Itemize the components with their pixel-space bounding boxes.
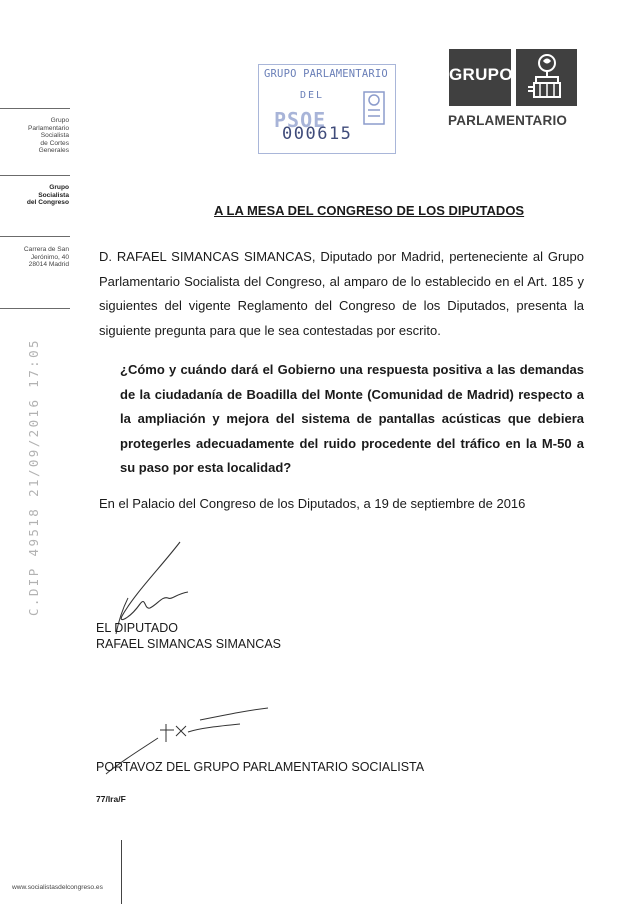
footer-website: www.socialistasdelcongreso.es — [12, 884, 103, 891]
sidebar-group-line: Socialista — [38, 191, 69, 199]
sidebar-divider — [0, 236, 70, 237]
document-heading: A LA MESA DEL CONGRESO DE LOS DIPUTADOS — [214, 203, 525, 218]
intro-paragraph: D. RAFAEL SIMANCAS SIMANCAS, Diputado por Madrid, perteneciente al Grupo Parlamentario Socialista del Congreso, al amparo de lo establecido en el Art. 185 y siguientes del vigente Reglamento del Congreso de los Diputados, presenta la siguiente pregunta para que le sea contestadas por escrito. — [99, 249, 584, 338]
portavoz-title: PORTAVOZ DEL GRUPO PARLAMENTARIO SOCIALISTA — [96, 760, 425, 774]
stamp-number: 000615 — [282, 124, 353, 144]
sidebar-divider — [0, 175, 70, 176]
logo-title: GRUPO — [449, 65, 513, 84]
reception-stamp — [258, 64, 396, 154]
fist-and-rose-icon — [516, 49, 577, 106]
date-line: En el Palacio del Congreso de los Diputados, a 19 de septiembre de 2016 — [99, 496, 526, 511]
register-stamp-text: C.DIP 49518 21/09/2016 17:05 — [26, 338, 41, 616]
sidebar-address-line: 28014 Madrid — [28, 261, 69, 269]
stamp-rose-icon — [362, 90, 386, 126]
sidebar-org-block — [28, 117, 69, 155]
logo-emblem — [516, 49, 577, 106]
sidebar-group-line: del Congreso — [26, 199, 69, 207]
sidebar-org-line: Generales — [38, 147, 69, 155]
stamp-title: GRUPO PARLAMENTARIO — [264, 68, 388, 80]
sidebar-org-line: Socialista — [40, 132, 69, 140]
stamp-party: PSOE — [274, 108, 327, 132]
footer-divider — [121, 840, 122, 904]
sidebar-org-line: Parlamentario — [27, 124, 69, 132]
sidebar-divider — [0, 308, 70, 309]
sidebar-org-line: Grupo — [50, 117, 69, 124]
sidebar-address-block — [24, 246, 69, 269]
signer-name: RAFAEL SIMANCAS SIMANCAS — [96, 637, 281, 651]
sidebar-divider — [0, 108, 70, 109]
reference-code: 77/lra/F — [96, 794, 126, 804]
sidebar-group-line: Grupo — [49, 184, 69, 191]
sidebar-address-line: Carrera de San — [23, 246, 69, 253]
signer-role: EL DIPUTADO — [96, 621, 178, 635]
sidebar-group-block — [27, 184, 69, 207]
logo-subtitle: PARLAMENTARIO — [448, 113, 568, 128]
question-paragraph: ¿Cómo y cuándo dará el Gobierno una respuesta positiva a las demandas de la ciudadanía de Boadilla del Monte (Comunidad de Madrid) respecto a la ampliación y mejora del sistema de pantallas acústicas que debiera protegerles adecuadamente del ruido procedente del tráfico en la M-50 a su paso por esta localidad? — [120, 362, 584, 475]
sidebar-org-line: de Cortes — [40, 139, 69, 147]
sidebar-address-line: Jerónimo, 40 — [30, 253, 69, 261]
stamp-del: DEL — [300, 90, 325, 101]
